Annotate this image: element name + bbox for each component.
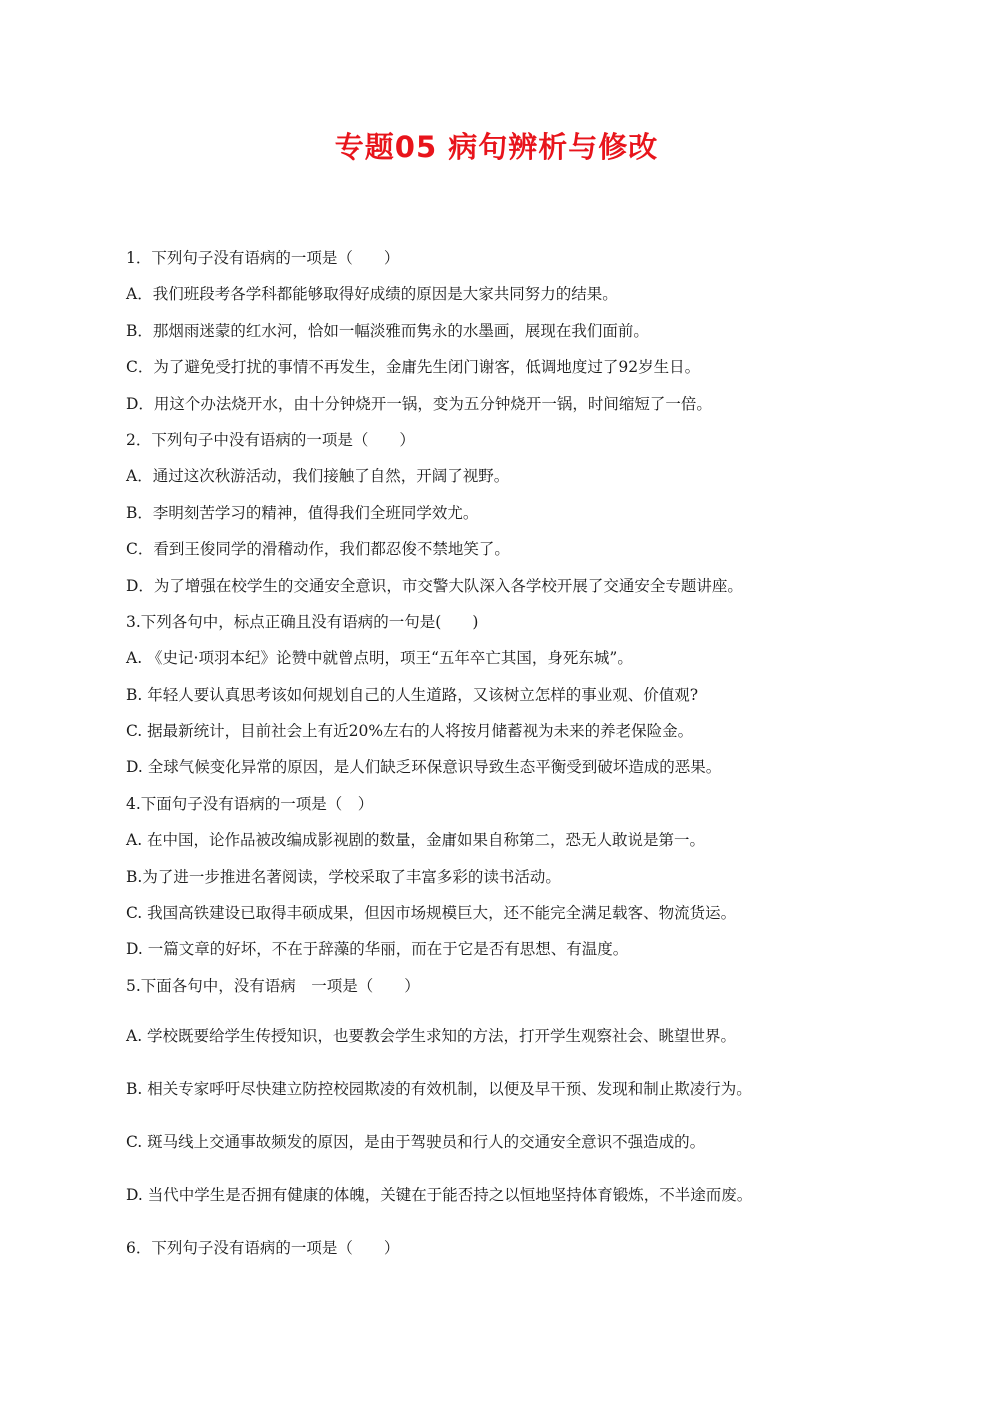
option-a: A. 学校既要给学生传授知识，也要教会学生求知的方法，打开学生观察社会、眺望世界。 (126, 1027, 737, 1046)
option-a: A. 《史记·项羽本纪》论赞中就曾点明，项王“五年卒亡其国，身死东城”。 (126, 649, 633, 668)
option-b: B. 年轻人要认真思考该如何规划自己的人生道路，又该树立怎样的事业观、价值观? (126, 685, 699, 704)
question-stem: 3.下列各句中，标点正确且没有语病的一句是( ) (126, 612, 479, 631)
question-stem: 5.下面各句中，没有语病 一项是（ ） (126, 976, 420, 995)
question-stem-6: 6．下列句子没有语病的一项是（ ） (126, 1239, 400, 1258)
question-block-5 (126, 968, 846, 1004)
page-title: 专题05 病句辨析与修改 (334, 130, 659, 164)
question-stem: 2．下列句子中没有语病的一项是（ ） (126, 430, 415, 449)
option-d: D. 全球气候变化异常的原因，是人们缺乏环保意识导致生态平衡受到破坏造成的恶果。 (126, 758, 722, 777)
option-c: C．看到王俊同学的滑稽动作，我们都忍俊不禁地笑了。 (126, 540, 510, 559)
option-c: C. 我国高铁建设已取得丰硕成果，但因市场规模巨大，还不能完全满足载客、物流货运。 (126, 904, 737, 923)
question-block-2 (126, 422, 846, 604)
question-block-5-options (126, 1010, 846, 1275)
question-stem: 4.下面句子没有语病的一项是（ ） (126, 794, 374, 813)
option-b: B.为了进一步推进名著阅读，学校采取了丰富多彩的读书活动。 (126, 867, 561, 886)
question-stem: 1．下列句子没有语病的一项是（ ） (126, 249, 400, 267)
option-a: A．通过这次秋游活动，我们接触了自然，开阔了视野。 (126, 467, 510, 486)
option-a: A. 在中国，论作品被改编成影视剧的数量，金庸如果自称第二，恐无人敢说是第一。 (126, 831, 706, 850)
option-d: D．为了增强在校学生的交通安全意识，市交警大队深入各学校开展了交通安全专题讲座。 (126, 576, 743, 595)
question-block-1 (126, 240, 846, 422)
option-c: C. 斑马线上交通事故频发的原因，是由于驾驶员和行人的交通安全意识不强造成的。 (126, 1133, 706, 1152)
option-b: B. 相关专家呼吁尽快建立防控校园欺凌的有效机制，以便及早干预、发现和制止欺凌行为。 (126, 1080, 752, 1099)
option-d: D. 当代中学生是否拥有健康的体魄，关键在于能否持之以恒地坚持体育锻炼，不半途而废。 (126, 1186, 753, 1205)
option-b: B．李明刻苦学习的精神，值得我们全班同学效尤。 (126, 503, 479, 522)
option-d: D. 一篇文章的好坏，不在于辞藻的华丽，而在于它是否有思想、有温度。 (126, 940, 629, 959)
document-body (126, 240, 846, 1275)
option-d: D．用这个办法烧开水，由十分钟烧开一锅，变为五分钟烧开一锅，时间缩短了一倍。 (126, 394, 712, 413)
option-c: C. 据最新统计，目前社会上有近20%左右的人将按月储蓄视为未来的养老保险金。 (126, 722, 694, 741)
option-c: C．为了避免受打扰的事情不再发生，金庸先生闭门谢客，低调地度过了92岁生日。 (126, 358, 701, 377)
question-block-4 (126, 786, 846, 968)
option-a: A．我们班段考各学科都能够取得好成绩的原因是大家共同努力的结果。 (126, 285, 618, 304)
option-b: B．那烟雨迷蒙的红水河，恰如一幅淡雅而隽永的水墨画，展现在我们面前。 (126, 321, 649, 340)
question-block-3 (126, 604, 846, 786)
